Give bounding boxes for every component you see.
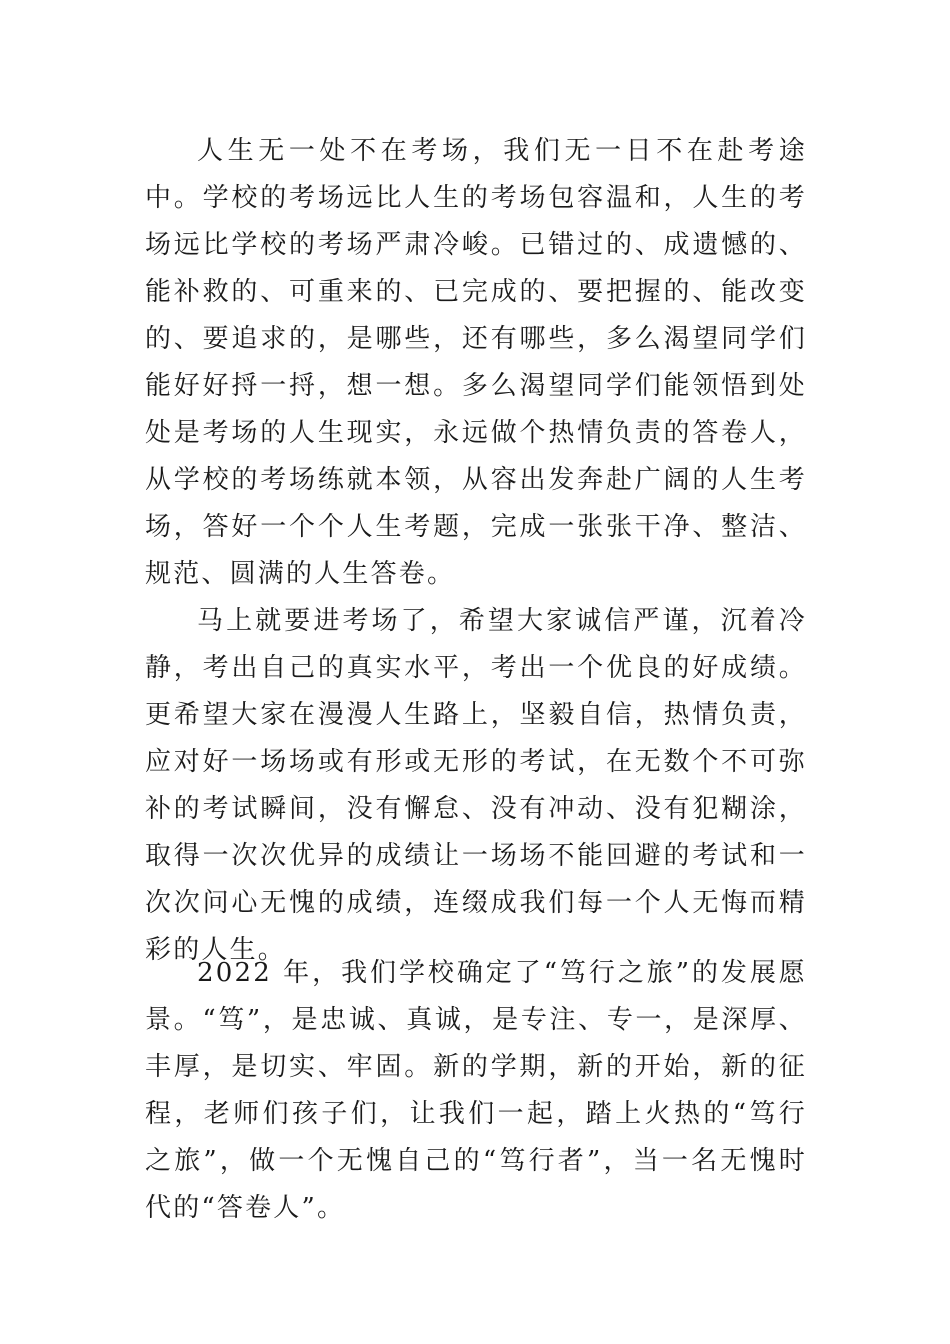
- paragraph-vision-2022: 2022 年，我们学校确定了“笃行之旅”的发展愿景。“笃”，是忠诚、真诚，是专注、专一，是深厚、丰厚，是切实、牢固。新的学期，新的开始，新的征程，老师们孩子们，让我们一起，踏上火热的“笃行之旅”，做一个无愧自己的“笃行者”，当一名无愧时代的“答卷人”。: [145, 958, 807, 1223]
- paragraph-entering-exam: 马上就要进考场了，希望大家诚信严谨，沉着冷静，考出自己的真实水平，考出一个优良的好成绩。更希望大家在漫漫人生路上，坚毅自信，热情负责，应对好一场场或有形或无形的考试，在无数个不可弥补的考试瞬间，没有懈怠、没有冲动、没有犯糊涂，取得一次次优异的成绩让一场场不能回避的考试和一次次问心无愧的成绩，连缀成我们每一个人无悔而精彩的人生。: [145, 606, 807, 965]
- paragraph-exam-of-life: 人生无一处不在考场，我们无一日不在赴考途中。学校的考场远比人生的考场包容温和，人生的考场远比学校的考场严肃冷峻。已错过的、成遗憾的、能补救的、可重来的、已完成的、要把握的、能改变的、要追求的，是哪些，还有哪些，多么渴望同学们能好好捋一捋，想一想。多么渴望同学们能领悟到处处是考场的人生现实，永远做个热情负责的答卷人，从学校的考场练就本领，从容出发奔赴广阔的人生考场，答好一个个人生考题，完成一张张干净、整洁、规范、圆满的人生答卷。: [145, 136, 807, 589]
